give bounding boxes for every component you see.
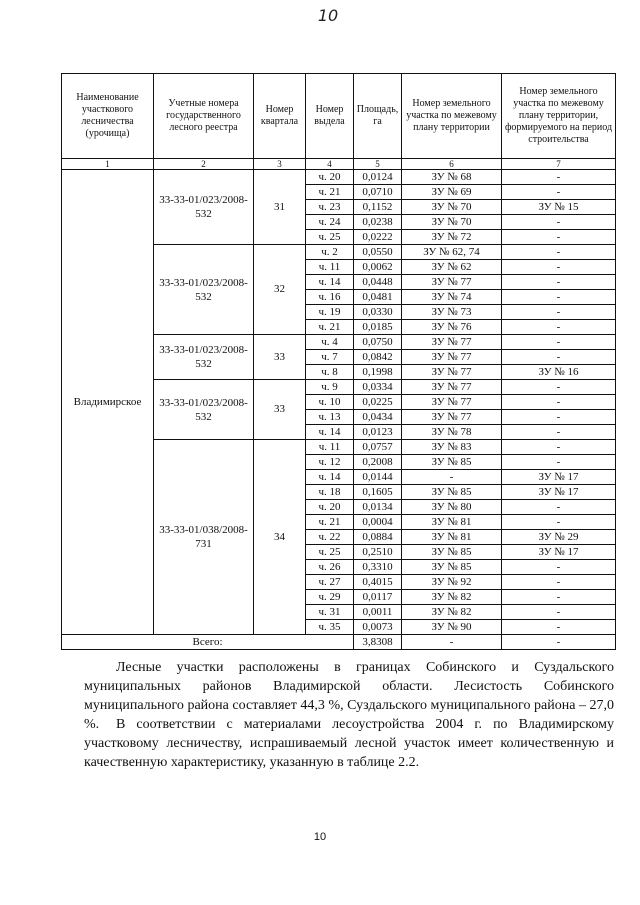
plot-period-cell: - xyxy=(502,350,616,365)
area-cell: 0,0757 xyxy=(354,440,402,455)
allotment-cell: ч. 31 xyxy=(306,605,354,620)
registry-number-cell: 33-33-01/023/2008-532 xyxy=(154,335,254,380)
area-cell: 0,0842 xyxy=(354,350,402,365)
area-cell: 0,0004 xyxy=(354,515,402,530)
plot-plan-cell: ЗУ № 77 xyxy=(402,395,502,410)
plot-plan-cell: ЗУ № 77 xyxy=(402,365,502,380)
plot-period-cell: - xyxy=(502,380,616,395)
area-cell: 0,3310 xyxy=(354,560,402,575)
plot-plan-cell: ЗУ № 78 xyxy=(402,425,502,440)
col-number: 2 xyxy=(154,159,254,170)
allotment-cell: ч. 10 xyxy=(306,395,354,410)
area-cell: 0,0011 xyxy=(354,605,402,620)
allotment-cell: ч. 21 xyxy=(306,320,354,335)
plot-plan-cell: ЗУ № 82 xyxy=(402,590,502,605)
total-plan: - xyxy=(402,635,502,650)
allotment-cell: ч. 22 xyxy=(306,530,354,545)
plot-plan-cell: ЗУ № 62, 74 xyxy=(402,245,502,260)
plot-plan-cell: ЗУ № 77 xyxy=(402,335,502,350)
forestry-name-cell: Владимирское xyxy=(62,170,154,635)
quarter-cell: 31 xyxy=(254,170,306,245)
plot-period-cell: - xyxy=(502,305,616,320)
paragraph-location: Лесные участки расположены в границах Собинского и Суздальского муниципальных районов Владимирской области. Лесистость Собинского муниципального района составляет 44,3 %, Суздальского муниципального района – 27,0 %. xyxy=(84,660,614,732)
area-cell: 0,0124 xyxy=(354,170,402,185)
plot-plan-cell: ЗУ № 68 xyxy=(402,170,502,185)
forest-plots-table xyxy=(61,73,616,650)
allotment-cell: ч. 14 xyxy=(306,425,354,440)
plot-plan-cell: ЗУ № 80 xyxy=(402,500,502,515)
total-area: 3,8308 xyxy=(354,635,402,650)
area-cell: 0,0481 xyxy=(354,290,402,305)
plot-period-cell: ЗУ № 15 xyxy=(502,200,616,215)
allotment-cell: ч. 20 xyxy=(306,170,354,185)
allotment-cell: ч. 14 xyxy=(306,275,354,290)
plot-plan-cell: ЗУ № 72 xyxy=(402,230,502,245)
table-header-row xyxy=(62,74,616,159)
column-number-row xyxy=(62,159,616,170)
area-cell: 0,0750 xyxy=(354,335,402,350)
registry-number-cell: 33-33-01/023/2008-532 xyxy=(154,170,254,245)
plot-period-cell: ЗУ № 17 xyxy=(502,545,616,560)
table-row xyxy=(62,170,616,185)
quarter-cell: 33 xyxy=(254,380,306,440)
area-cell: 0,0073 xyxy=(354,620,402,635)
area-cell: 0,0225 xyxy=(354,395,402,410)
header-area: Площадь, га xyxy=(354,74,402,159)
area-cell: 0,0062 xyxy=(354,260,402,275)
plot-plan-cell: ЗУ № 62 xyxy=(402,260,502,275)
col-number: 7 xyxy=(502,159,616,170)
plot-period-cell: - xyxy=(502,335,616,350)
allotment-cell: ч. 21 xyxy=(306,185,354,200)
allotment-cell: ч. 27 xyxy=(306,575,354,590)
allotment-cell: ч. 11 xyxy=(306,260,354,275)
header-plot-plan: Номер земельного участка по межевому плану территории xyxy=(402,74,502,159)
plot-period-cell: - xyxy=(502,590,616,605)
allotment-cell: ч. 12 xyxy=(306,455,354,470)
allotment-cell: ч. 2 xyxy=(306,245,354,260)
plot-period-cell: ЗУ № 16 xyxy=(502,365,616,380)
allotment-cell: ч. 29 xyxy=(306,590,354,605)
registry-number-cell: 33-33-01/023/2008-532 xyxy=(154,380,254,440)
area-cell: 0,2008 xyxy=(354,455,402,470)
header-allotment: Номер выдела xyxy=(306,74,354,159)
plot-plan-cell: ЗУ № 69 xyxy=(402,185,502,200)
area-cell: 0,0144 xyxy=(354,470,402,485)
plot-plan-cell: ЗУ № 73 xyxy=(402,305,502,320)
plot-plan-cell: ЗУ № 85 xyxy=(402,560,502,575)
area-cell: 0,0710 xyxy=(354,185,402,200)
plot-period-cell: - xyxy=(502,320,616,335)
plot-period-cell: - xyxy=(502,575,616,590)
header-plot-period: Номер земельного участка по межевому плану территории, формируемого на период строительства xyxy=(502,74,616,159)
allotment-cell: ч. 18 xyxy=(306,485,354,500)
registry-number-cell: 33-33-01/038/2008-731 xyxy=(154,440,254,635)
area-cell: 0,0134 xyxy=(354,500,402,515)
table-body xyxy=(62,170,616,635)
plot-period-cell: - xyxy=(502,425,616,440)
col-number: 1 xyxy=(62,159,154,170)
allotment-cell: ч. 19 xyxy=(306,305,354,320)
quarter-cell: 32 xyxy=(254,245,306,335)
allotment-cell: ч. 4 xyxy=(306,335,354,350)
allotment-cell: ч. 21 xyxy=(306,515,354,530)
area-cell: 0,0185 xyxy=(354,320,402,335)
header-registry: Учетные номера государственного лесного реестра xyxy=(154,74,254,159)
allotment-cell: ч. 35 xyxy=(306,620,354,635)
area-cell: 0,2510 xyxy=(354,545,402,560)
registry-number-cell: 33-33-01/023/2008-532 xyxy=(154,245,254,335)
plot-plan-cell: ЗУ № 70 xyxy=(402,215,502,230)
plot-period-cell: - xyxy=(502,230,616,245)
plot-period-cell: - xyxy=(502,620,616,635)
allotment-cell: ч. 8 xyxy=(306,365,354,380)
allotment-cell: ч. 20 xyxy=(306,500,354,515)
handwritten-page-number: 10 xyxy=(317,6,339,25)
header-forestry: Наименование участкового лесничества (урочища) xyxy=(62,74,154,159)
area-cell: 0,0550 xyxy=(354,245,402,260)
allotment-cell: ч. 25 xyxy=(306,230,354,245)
plot-plan-cell: ЗУ № 77 xyxy=(402,350,502,365)
plot-plan-cell: ЗУ № 77 xyxy=(402,410,502,425)
plot-plan-cell: ЗУ № 76 xyxy=(402,320,502,335)
plot-period-cell: - xyxy=(502,290,616,305)
allotment-cell: ч. 13 xyxy=(306,410,354,425)
plot-plan-cell: ЗУ № 81 xyxy=(402,515,502,530)
plot-period-cell: - xyxy=(502,455,616,470)
plot-period-cell: - xyxy=(502,275,616,290)
plot-plan-cell: - xyxy=(402,470,502,485)
allotment-cell: ч. 23 xyxy=(306,200,354,215)
area-cell: 0,0434 xyxy=(354,410,402,425)
col-number: 3 xyxy=(254,159,306,170)
plot-plan-cell: ЗУ № 82 xyxy=(402,605,502,620)
allotment-cell: ч. 16 xyxy=(306,290,354,305)
area-cell: 0,0334 xyxy=(354,380,402,395)
plot-period-cell: - xyxy=(502,185,616,200)
total-label: Всего: xyxy=(62,635,354,650)
paragraph-characteristics: В соответствии с материалами лесоустройства 2004 г. по Владимирскому участковому лесничеству, испрашиваемый лесной участок имеет количественную и качественную характеристику, указанную в таблице 2.2. xyxy=(84,717,614,770)
area-cell: 0,0123 xyxy=(354,425,402,440)
area-cell: 0,1152 xyxy=(354,200,402,215)
plot-period-cell: - xyxy=(502,260,616,275)
plot-plan-cell: ЗУ № 83 xyxy=(402,440,502,455)
total-row xyxy=(62,635,616,650)
allotment-cell: ч. 25 xyxy=(306,545,354,560)
plot-period-cell: - xyxy=(502,500,616,515)
plot-period-cell: - xyxy=(502,410,616,425)
allotment-cell: ч. 26 xyxy=(306,560,354,575)
allotment-cell: ч. 14 xyxy=(306,470,354,485)
allotment-cell: ч. 9 xyxy=(306,380,354,395)
col-number: 6 xyxy=(402,159,502,170)
plot-plan-cell: ЗУ № 85 xyxy=(402,485,502,500)
plot-plan-cell: ЗУ № 90 xyxy=(402,620,502,635)
plot-plan-cell: ЗУ № 85 xyxy=(402,455,502,470)
allotment-cell: ч. 7 xyxy=(306,350,354,365)
area-cell: 0,1998 xyxy=(354,365,402,380)
plot-period-cell: ЗУ № 29 xyxy=(502,530,616,545)
plot-plan-cell: ЗУ № 70 xyxy=(402,200,502,215)
plot-period-cell: - xyxy=(502,560,616,575)
area-cell: 0,0222 xyxy=(354,230,402,245)
plot-plan-cell: ЗУ № 77 xyxy=(402,380,502,395)
plot-period-cell: - xyxy=(502,215,616,230)
plot-period-cell: ЗУ № 17 xyxy=(502,485,616,500)
plot-period-cell: - xyxy=(502,605,616,620)
plot-period-cell: ЗУ № 17 xyxy=(502,470,616,485)
plot-plan-cell: ЗУ № 81 xyxy=(402,530,502,545)
quarter-cell: 33 xyxy=(254,335,306,380)
col-number: 5 xyxy=(354,159,402,170)
area-cell: 0,0330 xyxy=(354,305,402,320)
col-number: 4 xyxy=(306,159,354,170)
plot-plan-cell: ЗУ № 85 xyxy=(402,545,502,560)
plot-period-cell: - xyxy=(502,440,616,455)
allotment-cell: ч. 24 xyxy=(306,215,354,230)
plot-plan-cell: ЗУ № 92 xyxy=(402,575,502,590)
area-cell: 0,0117 xyxy=(354,590,402,605)
total-period: - xyxy=(502,635,616,650)
plot-plan-cell: ЗУ № 74 xyxy=(402,290,502,305)
area-cell: 0,0884 xyxy=(354,530,402,545)
header-quarter: Номер квартала xyxy=(254,74,306,159)
area-cell: 0,0448 xyxy=(354,275,402,290)
plot-period-cell: - xyxy=(502,170,616,185)
plot-plan-cell: ЗУ № 77 xyxy=(402,275,502,290)
quarter-cell: 34 xyxy=(254,440,306,635)
area-cell: 0,0238 xyxy=(354,215,402,230)
plot-period-cell: - xyxy=(502,515,616,530)
area-cell: 0,4015 xyxy=(354,575,402,590)
area-cell: 0,1605 xyxy=(354,485,402,500)
page-number: 10 xyxy=(313,831,327,843)
plot-period-cell: - xyxy=(502,245,616,260)
plot-period-cell: - xyxy=(502,395,616,410)
allotment-cell: ч. 11 xyxy=(306,440,354,455)
